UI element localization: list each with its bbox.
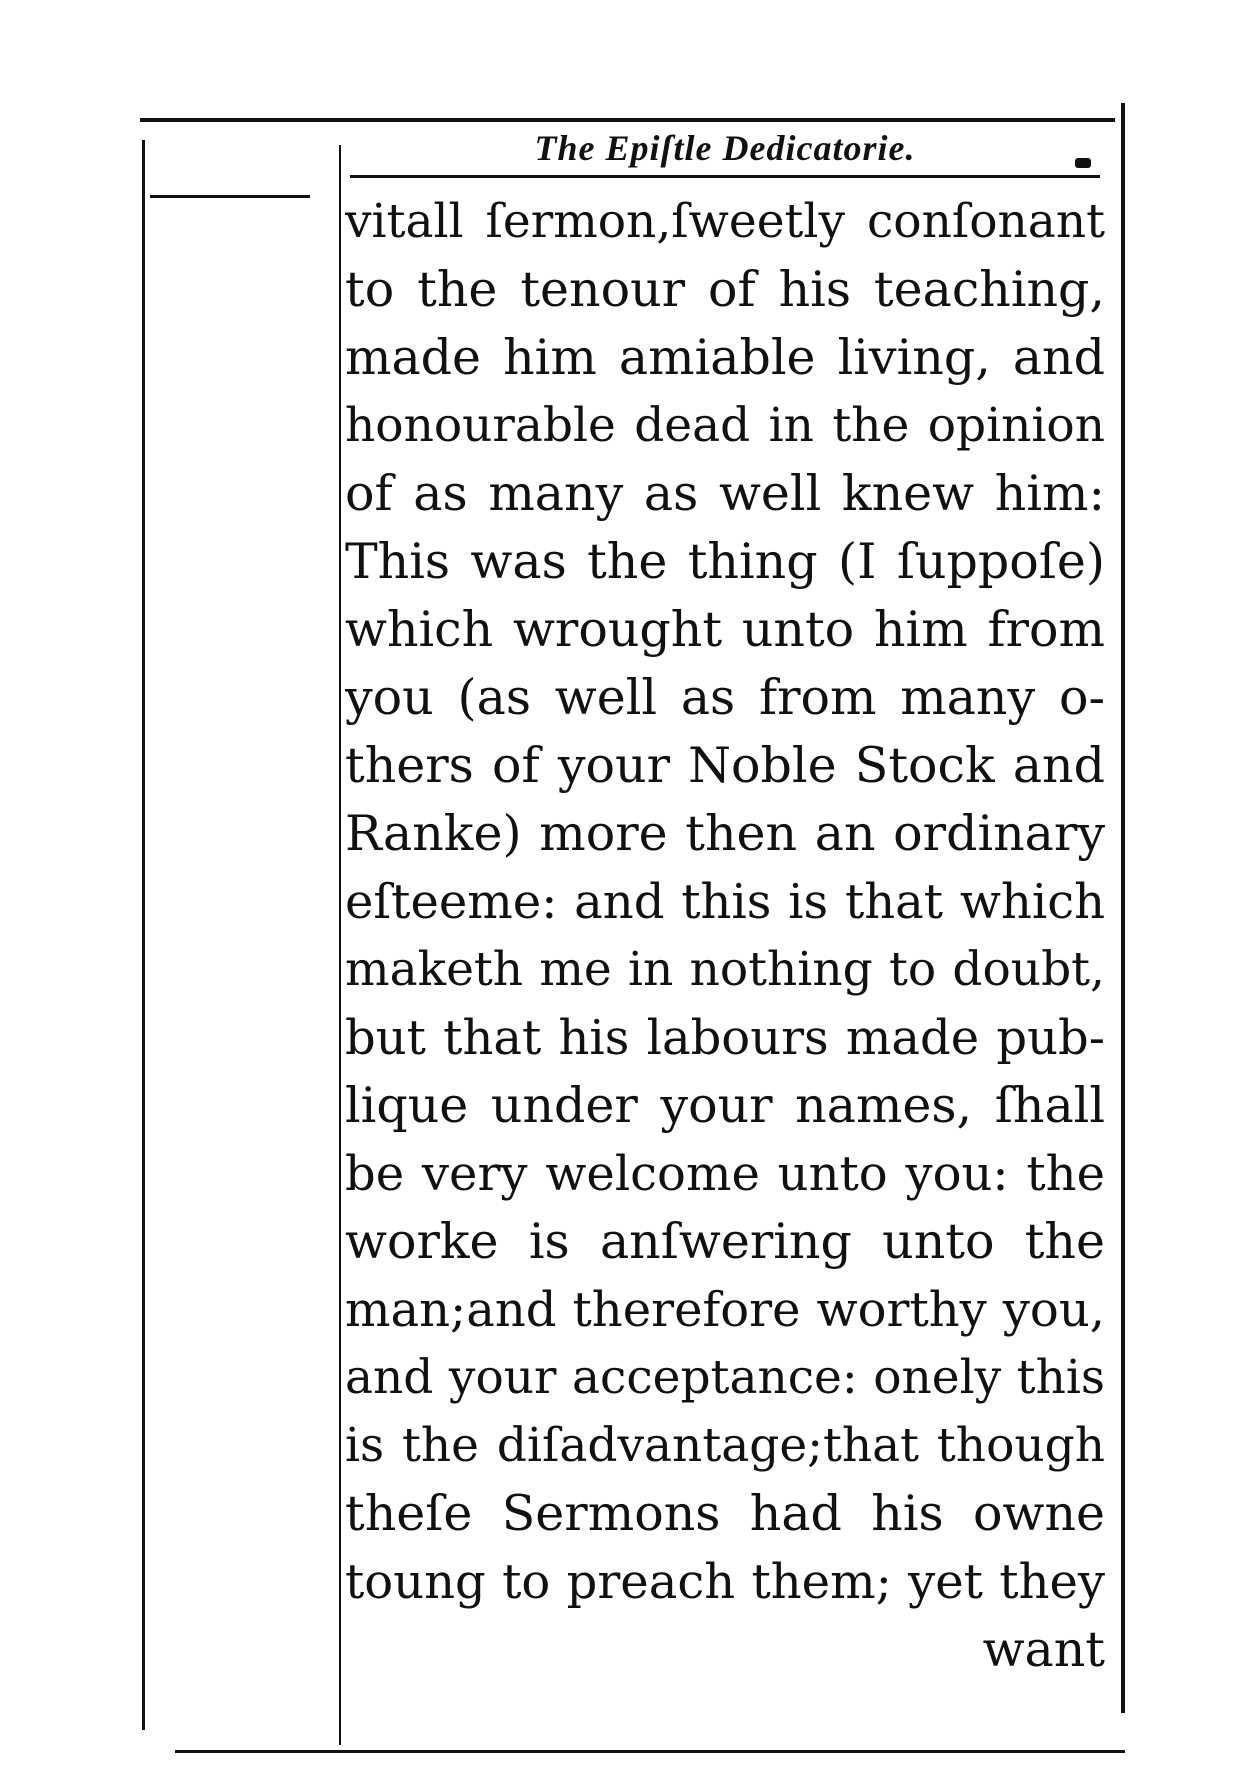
text-line: which wrought unto him from [345, 601, 1105, 658]
margin-stub-rule [150, 195, 310, 198]
text-line: eſteeme: and this is that which [345, 874, 1105, 930]
head-rule [350, 175, 1100, 178]
text-line: be very welcome unto you: the [345, 1146, 1105, 1202]
text-line: is the diſadvantage;that though [345, 1418, 1105, 1473]
catchword: want [982, 1621, 1105, 1678]
text-block [345, 188, 1105, 1684]
text-line: worke is anſwering unto the [345, 1213, 1105, 1270]
text-line: made him amiable living, and [345, 329, 1105, 386]
running-head: The Epiſtle Dedicatorie. [534, 128, 916, 168]
left-rule [142, 140, 145, 1730]
text-line: thers of your Noble Stock and [345, 737, 1105, 794]
text-line: you (as well as from many o- [345, 669, 1105, 726]
text-line: toung to preach them; yet they [345, 1554, 1105, 1610]
inner-margin-rule [339, 145, 341, 1745]
text-line: theſe Sermons had his owne [345, 1485, 1105, 1542]
right-rule [1121, 103, 1125, 1713]
text-line: maketh me in nothing to doubt, [345, 942, 1105, 997]
text-line: of as many as well knew him: [345, 465, 1105, 522]
text-line: and your acceptance: onely this [345, 1350, 1105, 1405]
text-line: to the tenour of his teaching, [345, 261, 1105, 318]
text-line: man;and therefore worthy you, [345, 1282, 1105, 1338]
text-line: Ranke) more then an ordinary [345, 805, 1105, 862]
text-line: lique under your names, ſhall [345, 1077, 1105, 1134]
bottom-rule [175, 1750, 1125, 1753]
text-line: vitall ſermon,ſweetly conſonant [345, 194, 1105, 249]
text-line: but that his labours made pub- [345, 1010, 1105, 1066]
text-line: honourable dead in the opinion [345, 398, 1105, 453]
text-line: This was the thing (I ſuppoſe) [345, 533, 1105, 590]
